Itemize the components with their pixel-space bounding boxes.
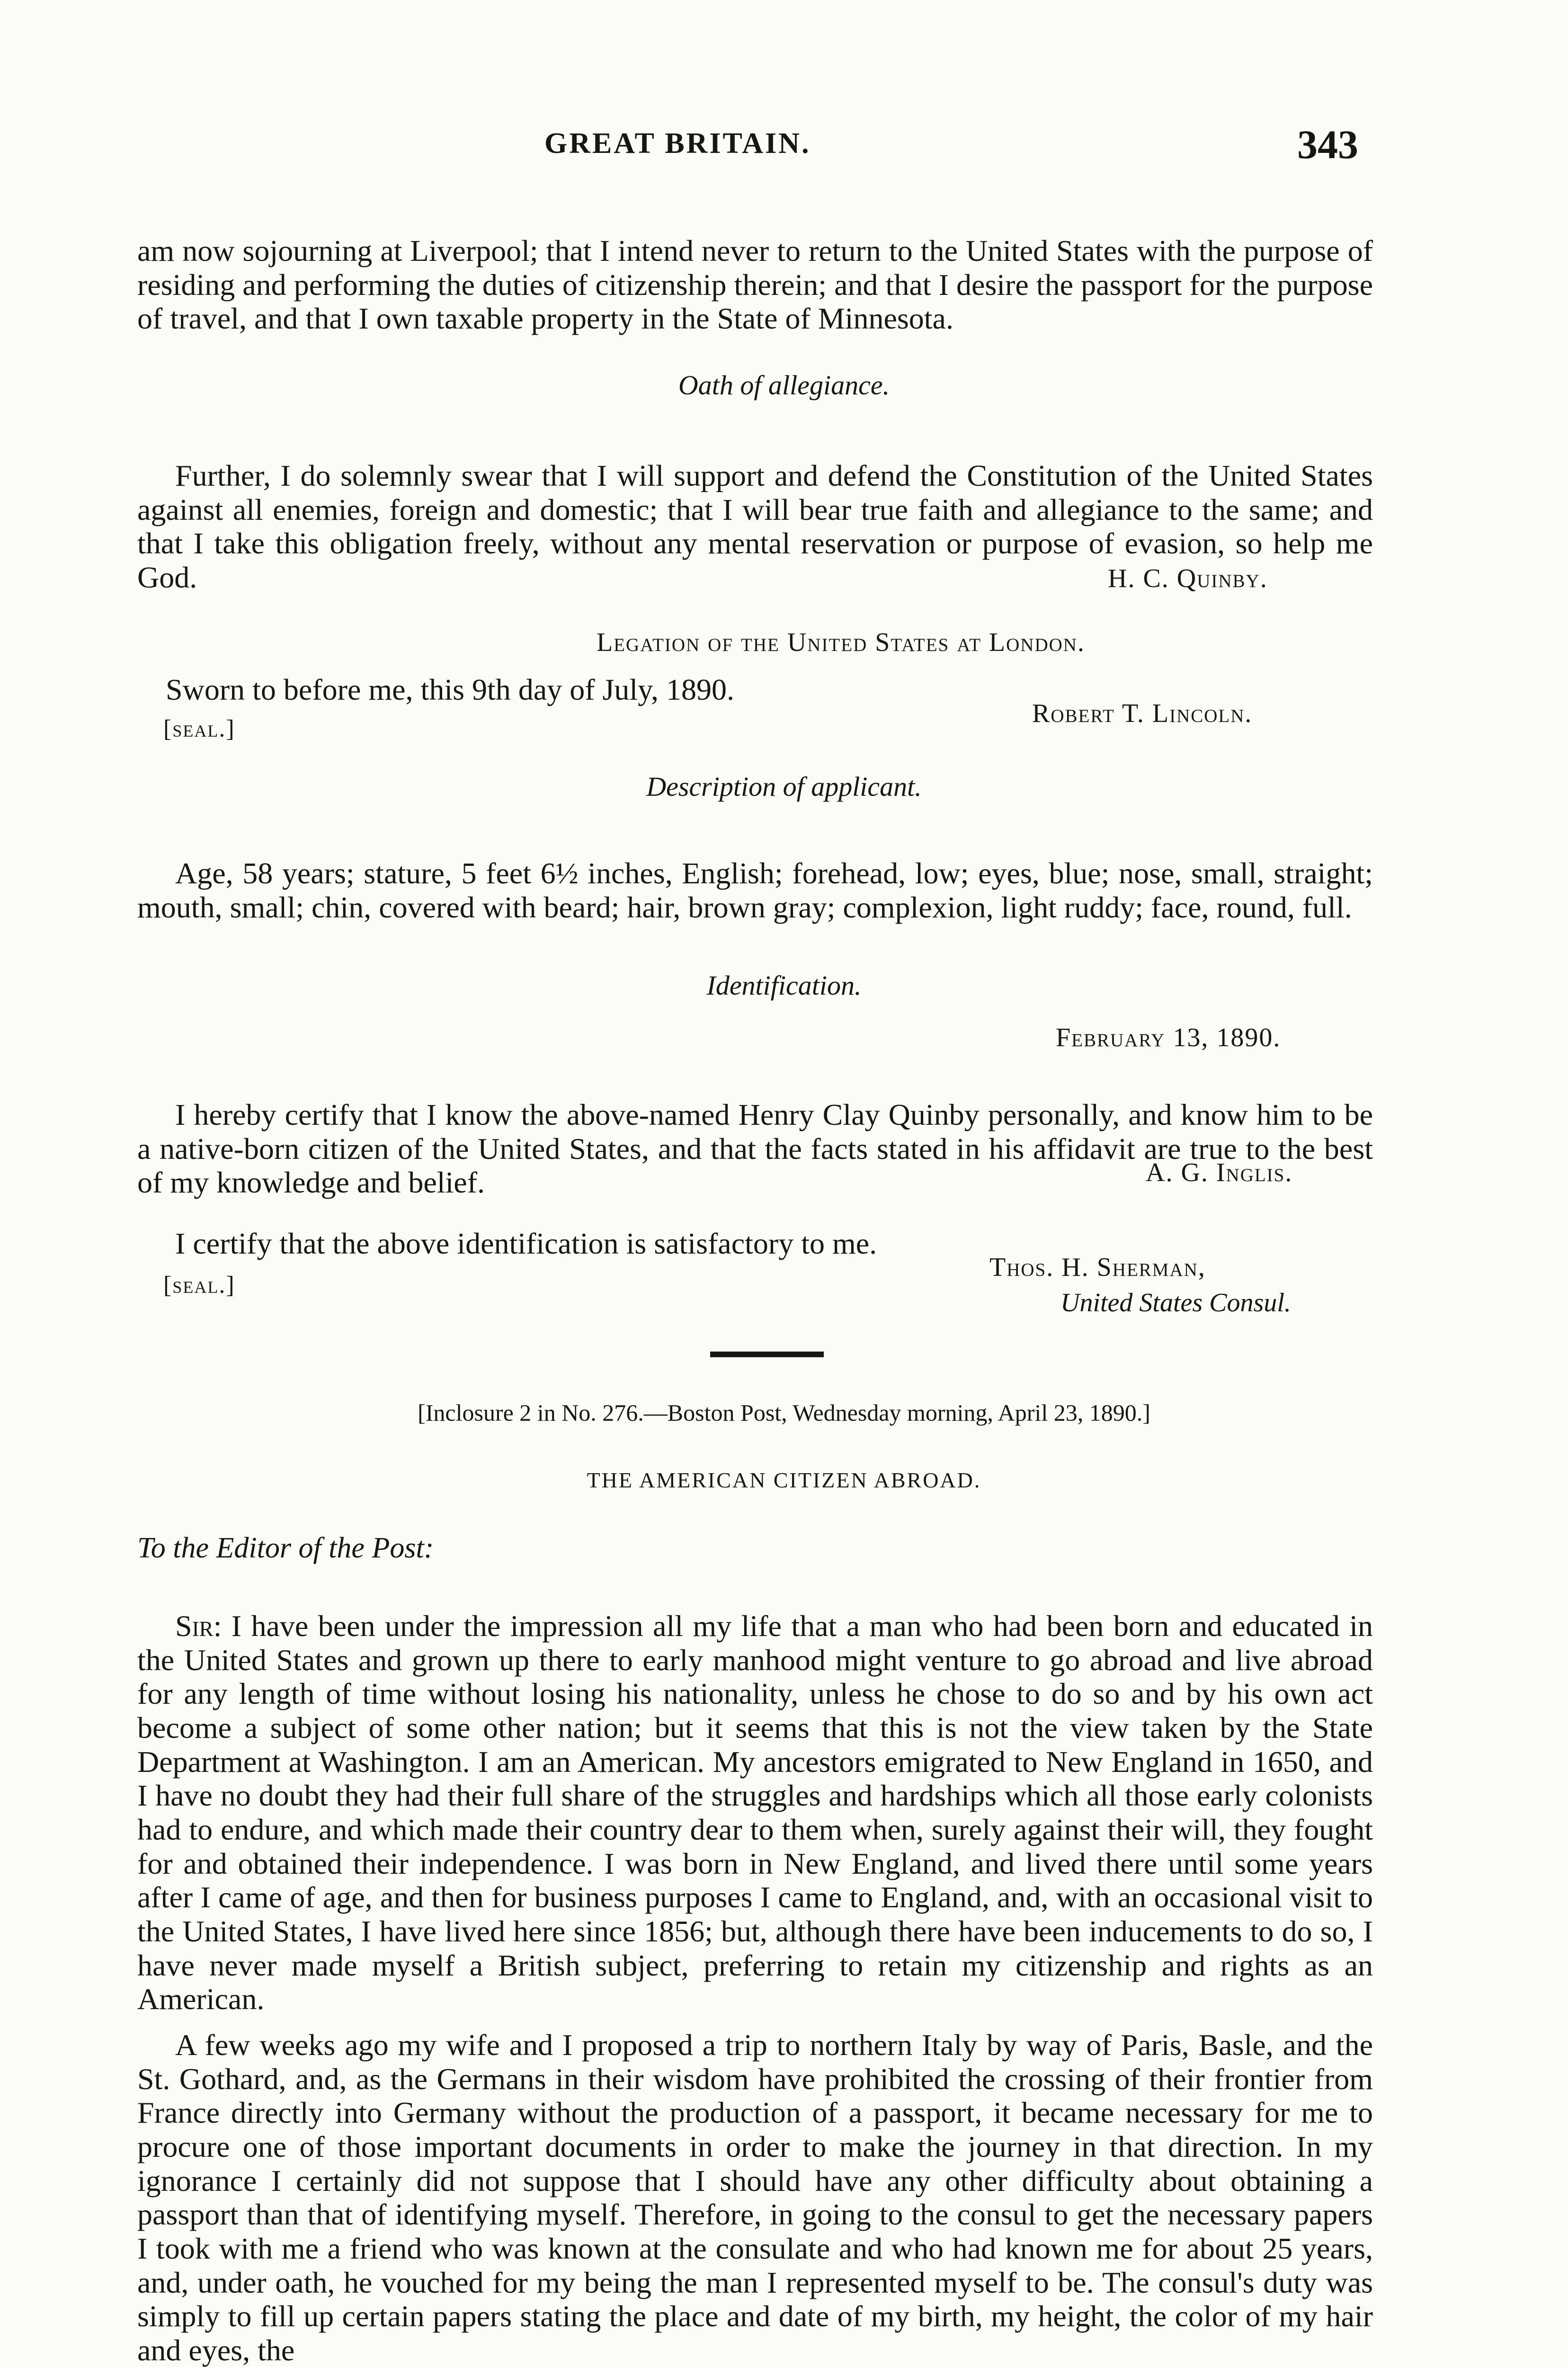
article-paragraph-1 [137, 1609, 1373, 2016]
lincoln-signature: Robert T. Lincoln. [1032, 699, 1253, 728]
identification-paragraph: I hereby certify that I know the above-named Henry Clay Quinby personally, and know him to be a native-born citizen of the United States, and that the facts stated in his affidavit are true to the best of my knowledge and belief. [137, 1098, 1373, 1200]
legation-heading: Legation of the United States at London. [597, 628, 1085, 657]
intro-paragraph: am now sojourning at Liverpool; that I intend never to return to the United States with the purpose of residing and performing the duties of citizenship therein; and that I desire the passport for the purpose of travel, and that I own taxable property in the State of Minnesota. [137, 234, 1373, 336]
legation-seal: [seal.] [163, 715, 235, 742]
salutation-lead: Sir: [175, 1609, 222, 1643]
salutation: To the Editor of the Post: [137, 1532, 434, 1564]
oath-heading: Oath of allegiance. [678, 370, 890, 400]
article-paragraph-1-text: I have been under the impression all my life that a man who had been born and educated in the United States and grown up there to early manhood might venture to go abroad and live abroad for any length of time without losing his nationality, unless he chose to do so and by his own act become a subject of some other nation; but it seems that this is not the view taken by the State Department at Washington. I am an American. My ancestors emigrated to New England in 1650, and I have no doubt they had their full share of the struggles and hardships which all those early colonists had to endure, and which made their country dear to them when, surely against their will, they fought for and obtained their independence. I was born in New England, and lived there until some years after I came of age, and then for business purposes I came to England, and, with an occasional visit to the United States, I have lived here since 1856; but, although there have been inducements to do so, I have never made myself a British subject, preferring to retain my citizenship and rights as an American. [137, 1609, 1373, 2016]
sworn-statement: Sworn to before me, this 9th day of July, 1890. [166, 673, 735, 706]
inclosure-note: [Inclosure 2 in No. 276.—Boston Post, Wednesday morning, April 23, 1890.] [418, 1399, 1150, 1426]
article-paragraph-2: A few weeks ago my wife and I proposed a trip to northern Italy by way of Paris, Basle, and the St. Gothard, and, as the Germans in their wisdom have prohibited the crossing of their frontier from France directly into Germany without the production of a passport, it became necessary for me to procure one of those important documents in order to make the journey in that direction. In my ignorance I certainly did not suppose that I should have any other difficulty about obtaining a passport than that of identifying myself. Therefore, in going to the consul to get the necessary papers I took with me a friend who was known at the consulate and who had known me for about 25 years, and, under oath, he vouched for my being the man I represented myself to be. The consul's duty was simply to fill up certain papers stating the place and date of my birth, my height, the color of my hair and eyes, the [137, 2028, 1373, 2367]
oath-paragraph: Further, I do solemnly swear that I will support and defend the Constitution of the United States against all enemies, foreign and domestic; that I will bear true faith and allegiance to the same; and that I take this obligation freely, without any mental reservation or purpose of evasion, so help me God. [137, 459, 1373, 595]
section-divider [710, 1352, 824, 1357]
identification-heading: Identification. [706, 970, 862, 1001]
description-heading: Description of applicant. [646, 771, 922, 802]
running-header: GREAT BRITAIN. [544, 127, 811, 160]
consul-seal: [seal.] [163, 1272, 235, 1299]
inglis-signature: A. G. Inglis. [1146, 1158, 1293, 1187]
consul-certification: I certify that the above identification is satisfactory to me. [175, 1227, 877, 1260]
sherman-signature: Thos. H. Sherman, [989, 1253, 1206, 1282]
consul-title: United States Consul. [1060, 1288, 1291, 1317]
identification-date: February 13, 1890. [1056, 1023, 1281, 1052]
quinby-signature: H. C. Quinby. [1108, 564, 1268, 593]
page-number: 343 [1297, 122, 1358, 167]
description-paragraph: Age, 58 years; stature, 5 feet 6½ inches, English; forehead, low; eyes, blue; nose, small, straight; mouth, small; chin, covered with beard; hair, brown gray; complexion, light ruddy; face, round, full. [137, 856, 1373, 924]
article-title: THE AMERICAN CITIZEN ABROAD. [587, 1468, 981, 1492]
